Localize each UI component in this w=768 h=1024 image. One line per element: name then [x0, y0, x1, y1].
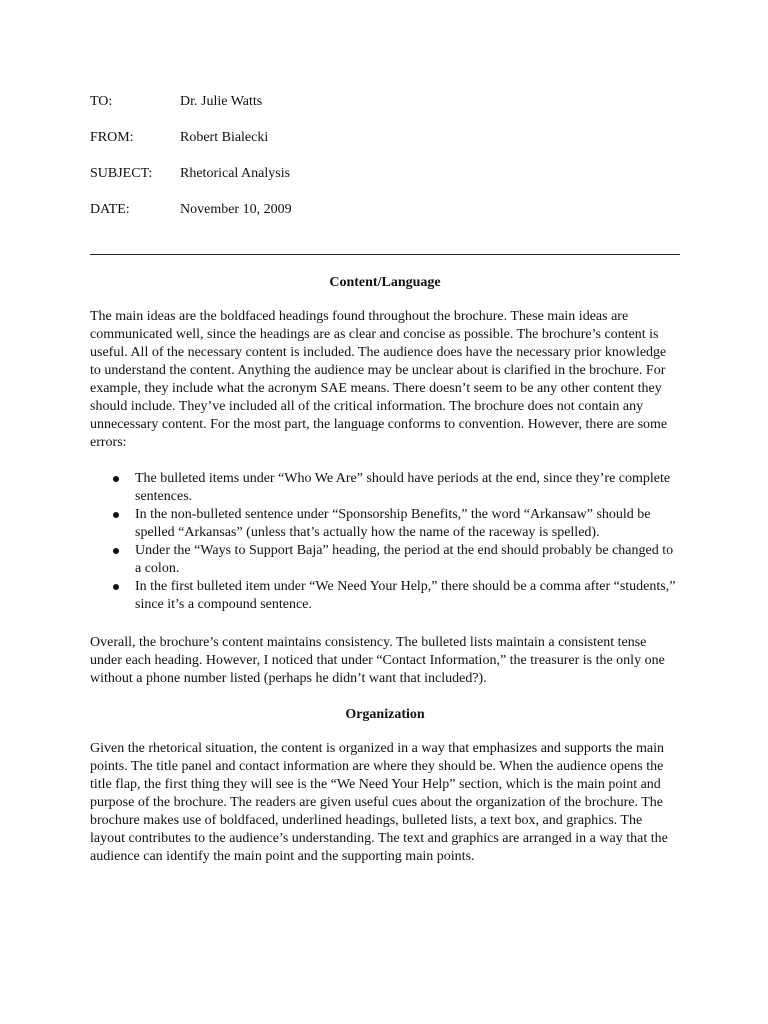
bullet-icon	[113, 548, 119, 554]
subject-value: Rhetorical Analysis	[180, 166, 291, 181]
section-heading-organization: Organization	[345, 707, 425, 722]
memo-page	[90, 0, 680, 1024]
list-item	[90, 542, 680, 578]
date-label: DATE:	[90, 202, 130, 217]
content-paragraph-1: The main ideas are the boldfaced headings found throughout the brochure. These main ideas are communicated well, since the headings are as clear and concise as possible. The brochure’s content is useful. All of the necessary content is included. The audience does have the necessary prior knowledge to understand the content. Anything the audience may be unclear about is clarified in the brochure. For example, they include what the acronym SAE means. There doesn’t seem to be any other content they should include. They’ve included all of the critical information. The brochure does not contain any unnecessary content. For the most part, the language conforms to convention. However, there are some errors:	[90, 309, 668, 450]
bullet-text: In the non-bulleted sentence under “Sponsorship Benefits,” the word “Arkansaw” should be spelled “Arkansas” (unless that’s actually how the name of the raceway is spelled).	[135, 507, 651, 540]
to-label: TO:	[90, 94, 113, 109]
date-value: November 10, 2009	[180, 202, 292, 217]
from-label: FROM:	[90, 130, 134, 145]
organization-paragraph-1: Given the rhetorical situation, the content is organized in a way that emphasizes and supports the main points. The title panel and contact information are where they should be. When the audience opens the title flap, the first thing they will see is the “We Need Your Help” section, which is the main point and purpose of the brochure. The readers are given useful cues about the organization of the brochure. The brochure makes use of boldfaced, underlined headings, bulleted lists, a text box, and graphics. The layout contributes to the audience’s understanding. The text and graphics are arranged in a way that the audience can identify the main point and the supporting main points.	[90, 741, 668, 864]
list-item	[90, 470, 680, 506]
errors-bullet-list	[90, 470, 680, 614]
bullet-icon	[113, 512, 119, 518]
list-item	[90, 578, 680, 614]
bullet-text: In the first bulleted item under “We Need Your Help,” there should be a comma after “students,” since it’s a compound sentence.	[135, 579, 676, 612]
bullet-icon	[113, 584, 119, 590]
bullet-icon	[113, 476, 119, 482]
to-value: Dr. Julie Watts	[180, 94, 263, 109]
header-divider	[90, 254, 680, 255]
subject-label: SUBJECT:	[90, 166, 153, 181]
from-value: Robert Bialecki	[180, 130, 269, 145]
content-paragraph-2: Overall, the brochure’s content maintains consistency. The bulleted lists maintain a consistent tense under each heading. However, I noticed that under “Contact Information,” the treasurer is the only one without a phone number listed (perhaps he didn’t want that included?).	[90, 635, 665, 686]
bullet-text: The bulleted items under “Who We Are” should have periods at the end, since they’re complete sentences.	[135, 471, 671, 504]
section-heading-content-language: Content/Language	[329, 275, 441, 290]
bullet-text: Under the “Ways to Support Baja” heading, the period at the end should probably be changed to a colon.	[135, 543, 674, 576]
list-item	[90, 506, 680, 542]
